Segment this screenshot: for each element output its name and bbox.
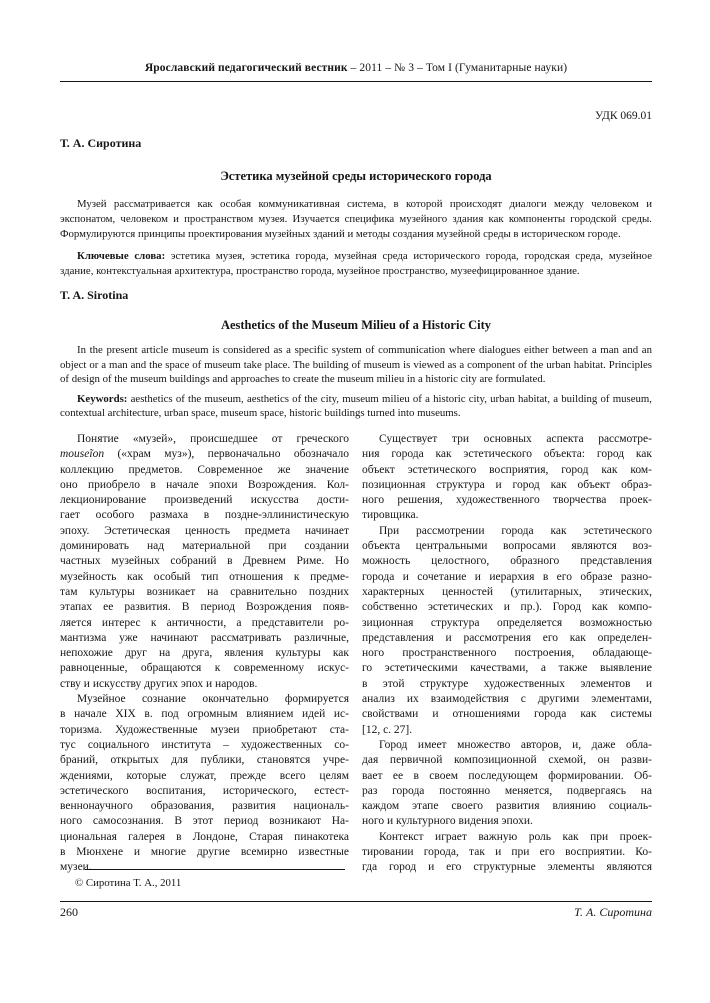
udk-code: УДК 069.01 bbox=[595, 110, 652, 122]
text-line: музеи. bbox=[60, 861, 92, 874]
text-line: вает ее в своем последующем формировании. Об- bbox=[362, 769, 652, 782]
paragraph bbox=[362, 524, 652, 738]
text-line: [12, с. 27]. bbox=[362, 723, 413, 736]
text-line: торизма. Художественные музеи приобретают ста- bbox=[60, 723, 349, 736]
keywords-text-ru: эстетика музея, эстетика города, музейная среда исторического города, городская среда, музейное здание, контекстуальная архитектура, пространство города, музейное пространство, музеефицированное здание. bbox=[60, 249, 652, 277]
text-line: Музейное сознание окончательно формируется bbox=[77, 693, 349, 706]
footer-author: Т. А. Сиротина bbox=[574, 905, 652, 919]
right-column bbox=[362, 432, 652, 876]
text-line: ного и культурного видения эпохи. bbox=[362, 815, 533, 828]
paragraph bbox=[362, 432, 652, 524]
keywords-ru bbox=[60, 249, 652, 279]
paragraph bbox=[362, 830, 652, 876]
abstract-en: In the present article museum is considered as a specific system of communication where dialogues either between a man and an object or a man and the space of museum take place. The building of museum is viewed as a component of the urban habitat. Principles of design of the museum buildings and approaches to create the museum milieu in a historic city are formulated. bbox=[60, 344, 652, 386]
text-line: эстетического воспитания, исторического, естест- bbox=[60, 784, 349, 797]
text-line: го эстетическими качествами, а также выявление bbox=[362, 662, 652, 675]
text-line: там культуры возникает на сравнительно поздних bbox=[60, 585, 349, 598]
text-line: в начале XIX в. под огромным влиянием идей ис- bbox=[60, 708, 349, 721]
text-line: гает особого размаха в поздне-эллинистическую bbox=[60, 509, 349, 522]
running-header bbox=[60, 0, 652, 74]
left-column bbox=[60, 432, 349, 876]
text-line: Существует три основных аспекта рассмотре- bbox=[379, 432, 652, 445]
text-line: ного самосознания. В этот период возникают На- bbox=[60, 815, 349, 828]
text-line: непохожие друг на друга, явления культуры как bbox=[60, 647, 349, 660]
text-line: города и сочетание и иерархия в его образе разно- bbox=[362, 570, 652, 583]
text-line: Контекст играет важную роль как при проек- bbox=[379, 830, 652, 843]
keywords-label-en: Keywords: bbox=[77, 392, 128, 405]
text-line: При рассмотрении города как эстетического bbox=[379, 524, 652, 537]
text-line: ждениями, которые служат, прежде всего целям bbox=[60, 769, 349, 782]
text-line: веннонаучного образования, развития националь- bbox=[60, 800, 349, 813]
author-name-en: T. A. Sirotina bbox=[60, 288, 129, 303]
text-line: браний, открытых для публики, становятся учре- bbox=[60, 754, 349, 767]
text-line: ству и искусству других эпох и народов. bbox=[60, 677, 258, 690]
text-line: музейность как особый тип отношения к предме- bbox=[60, 570, 349, 583]
paragraph bbox=[60, 432, 349, 692]
copyright-footnote bbox=[60, 869, 345, 889]
page-footer bbox=[60, 901, 652, 920]
text-line: коллекцию предметов. Современное же значение bbox=[60, 463, 349, 476]
paragraph bbox=[60, 692, 349, 876]
text-line: раз города постоянно меняется, подвергаясь на bbox=[362, 784, 652, 797]
text-line: в Мюнхене и многие другие всемирно известные bbox=[60, 846, 349, 858]
text-line: дая первичной композиционной схемой, он разви- bbox=[362, 754, 652, 767]
text-line: каждом этапе своего развития влиянию социаль- bbox=[362, 800, 652, 813]
text-line: оно приобрело в начале эпохи Возрождения. Кол- bbox=[60, 478, 349, 491]
text-line: ния города как эстетического объекта: город как bbox=[362, 448, 652, 461]
keywords-en bbox=[60, 392, 652, 421]
text-line: mouseĩon («храм муз»), первоначально обозначало bbox=[60, 448, 349, 461]
header-rule bbox=[60, 81, 652, 82]
text-line: собственно эстетических и пр.). Город как компо- bbox=[362, 601, 652, 614]
text-line: представления и рассмотрения его как определен- bbox=[362, 631, 652, 644]
text-line: мантизма уже начинают рассматривать различные, bbox=[60, 631, 349, 644]
text-line: можность целостного, образного представления bbox=[362, 555, 652, 568]
text-line: объект эстетического восприятия, город как ком- bbox=[362, 463, 652, 476]
text-line: Понятие «музей», происшедшее от греческого bbox=[77, 432, 349, 445]
text-line: в этой структуре художественных элементов и bbox=[362, 677, 652, 690]
text-line: ного решения, художественного творчества проек- bbox=[362, 494, 652, 507]
journal-name: Ярославский педагогический вестник bbox=[144, 62, 348, 74]
article-title-en: Aesthetics of the Museum Milieu of a Historic City bbox=[220, 318, 492, 333]
text-line: частных музейных собраний в Древнем Риме. Но bbox=[60, 555, 349, 568]
text-line: характерных ценностей (утилитарных, этических, bbox=[362, 585, 652, 598]
paragraph bbox=[362, 738, 652, 830]
text-line: тировании города, так и при его восприятии. Ко- bbox=[362, 846, 652, 858]
text-line: равноценные, обращаются к современному искус- bbox=[60, 662, 349, 675]
author-name-ru: Т. А. Сиротина bbox=[60, 136, 142, 150]
text-line: циональная галерея в Лондоне, Старая пинакотека bbox=[60, 830, 349, 843]
text-line: эпоху. Эстетическая ценность предмета начинает bbox=[60, 524, 349, 537]
text-line: этапах ее развития. В период Возрождения появ- bbox=[60, 601, 349, 614]
page-number: 260 bbox=[60, 905, 78, 919]
keywords-text-en: aesthetics of the museum, aesthetics of the city, museum milieu of a historic city, urban habitat, a building of museum, contextual architecture, urban space, museum space, historic buildings turned into museums. bbox=[60, 392, 652, 420]
text-line: гда город и его структурные элементы являются bbox=[362, 861, 652, 874]
journal-issue-info: – 2011 – № 3 – Том I (Гуманитарные науки) bbox=[347, 62, 568, 74]
text-line: позиционная структура и город как объект образ- bbox=[362, 478, 652, 491]
article-body bbox=[60, 432, 652, 876]
text-line: анализ их взаимодействия с другими элементами, bbox=[362, 693, 652, 706]
text-line: свойствами и отношениями города как системы bbox=[362, 708, 652, 721]
text-line: ляется интерес к античности, а представители ро- bbox=[60, 616, 349, 629]
footnote-rule bbox=[85, 869, 345, 870]
copyright-text: © Сиротина Т. А., 2011 bbox=[75, 877, 182, 889]
text-line: тировщика. bbox=[362, 509, 419, 522]
text-line: объекта центральными вопросами являются воз- bbox=[362, 540, 652, 553]
keywords-label-ru: Ключевые слова: bbox=[77, 249, 166, 262]
text-line: доминировать над материальной при создании bbox=[60, 540, 349, 553]
text-line: зиционная структура определяется возможностью bbox=[362, 616, 652, 629]
abstract-ru: Музей рассматривается как особая коммуникативная система, в которой происходят диалоги между человеком и экспонатом, человеком и пространством музея. Изучается специфика музейного здания как компоненты городской среды. Формулируются принципы проектирования музейных зданий и методы создания музейной среды в историческом городе. bbox=[60, 198, 652, 241]
text-line: ного пространственного построения, обладающе- bbox=[362, 647, 652, 660]
article-title-ru: Эстетика музейной среды исторического города bbox=[220, 169, 492, 183]
text-line: лекционирование произведений искусства дости- bbox=[60, 494, 349, 507]
text-line: тус социального института – художественных со- bbox=[60, 738, 349, 751]
text-line: Город имеет множество авторов, и, даже обла- bbox=[379, 738, 652, 751]
